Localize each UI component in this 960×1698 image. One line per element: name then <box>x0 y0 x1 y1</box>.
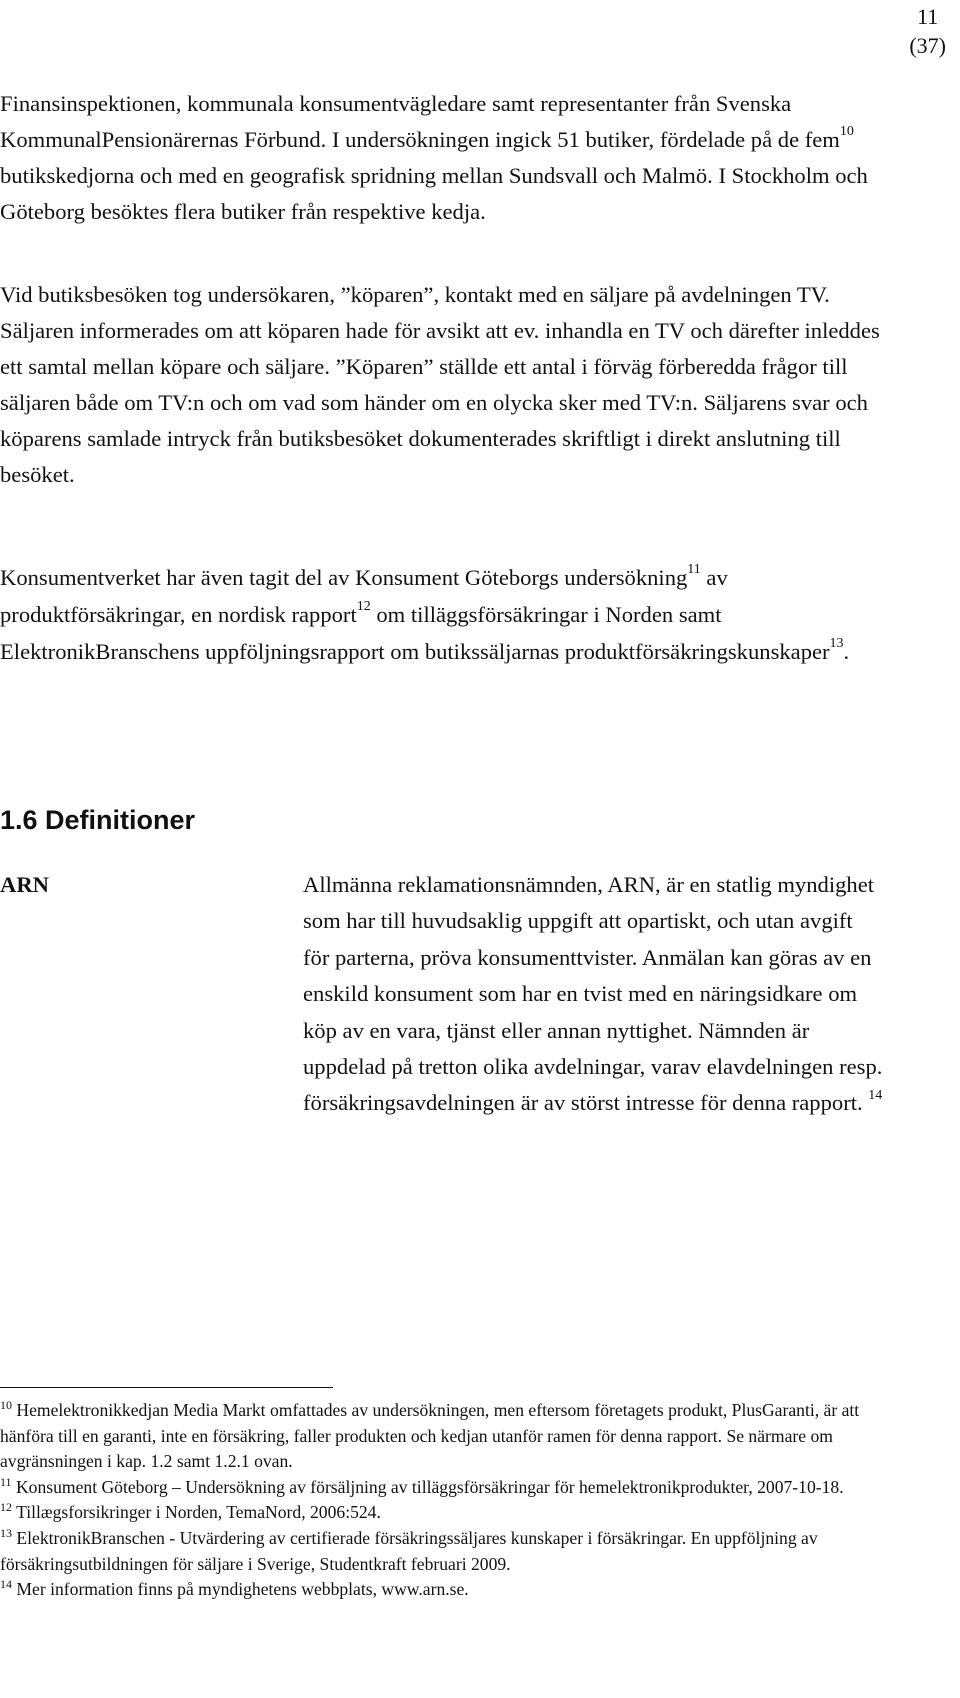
paragraph-text: Konsumentverket har även tagit del av Konsument Göteborgs undersökning <box>0 565 688 590</box>
paragraph-store-visits <box>0 277 880 493</box>
footnote-number: 10 <box>0 1398 12 1413</box>
paragraph-text: . <box>843 639 850 664</box>
footnote-11 <box>0 1475 880 1501</box>
paragraph-survey-scope <box>0 86 880 230</box>
footnote-ref-13[interactable]: 13 <box>829 636 844 652</box>
footnote-ref-12[interactable]: 12 <box>356 599 371 615</box>
definition-description <box>303 867 883 1122</box>
paragraph-text: om tilläggsförsäkringar i Norden samt ElektronikBranschens uppföljningsrapport om butikssäljarnas produktförsäkringskunskaper <box>0 602 830 664</box>
footnote-10 <box>0 1398 880 1475</box>
footnote-ref-10[interactable]: 10 <box>839 124 854 140</box>
footnote-14 <box>0 1577 880 1603</box>
footnote-13 <box>0 1526 880 1577</box>
footnote-number: 14 <box>0 1577 12 1592</box>
footnote-text: ElektronikBranschen - Utvärdering av certifierade försäkringssäljares kunskaper i försäkringar. En uppföljning av försäkringsutbildningen för säljare i Sverige, Studentkraft februari 2009. <box>0 1527 818 1574</box>
footnote-number: 12 <box>0 1500 12 1515</box>
footnote-separator <box>0 1387 333 1388</box>
footnotes <box>0 1398 880 1603</box>
footnote-text: Hemelektronikkedjan Media Markt omfattades av undersökningen, men eftersom företagets produkt, PlusGaranti, är att hänföra till en garanti, inte en försäkring, faller produkten och kedjan utanför ramen för denna rapport. Se närmare om avgränsningen i kap. 1.2 samt 1.2.1 ovan. <box>0 1400 860 1472</box>
page-number <box>909 2 946 60</box>
footnote-ref-11[interactable]: 11 <box>687 562 701 578</box>
paragraph-other-sources <box>0 559 880 670</box>
definition-text: Allmänna reklamationsnämnden, ARN, är en statlig myndighet som har till huvudsaklig uppgift att opartiskt, och utan avgift för parterna, pröva konsumenttvister. Anmälan kan göras av en enskild konsument som har en tvist med en näringsidkare om köp av en vara, tjänst eller annan nyttighet. Nämnden är uppdelad på tretton olika avdelningar, varav elavdelningen resp. försäkringsavdelningen är av störst intresse för denna rapport. <box>303 872 883 1116</box>
footnote-text: Konsument Göteborg – Undersökning av försäljning av tilläggsförsäkringar för hemelektronikprodukter, 2007-10-18. <box>11 1476 844 1497</box>
paragraph-text: Finansinspektionen, kommunala konsumentvägledare samt representanter från Svenska KommunalPensionärernas Förbund. I undersökningen ingick 51 butiker, fördelade på de fem <box>0 91 840 152</box>
page-number-total: (37) <box>909 33 946 58</box>
paragraph-text: butikskedjorna och med en geografisk spridning mellan Sundsvall och Malmö. I Stockholm och Göteborg besöktes flera butiker från respektive kedja. <box>0 163 868 224</box>
section-heading: 1.6 Definitioner <box>0 805 196 835</box>
footnote-number: 13 <box>0 1526 12 1541</box>
definition-term: ARN <box>0 872 49 897</box>
footnote-ref-14[interactable]: 14 <box>868 1087 883 1103</box>
paragraph-text: av produktförsäkringar, en nordisk rapport <box>0 565 728 627</box>
paragraph-text: Vid butiksbesöken tog undersökaren, ”köparen”, kontakt med en säljare på avdelningen TV. Säljaren informerades om att köparen hade för avsikt att ev. inhandla en TV och därefter inleddes ett samtal mellan köpare och säljare. ”Köparen” ställde ett antal i förväg förberedda frågor till säljaren både om TV:n och om vad som händer om en olycka sker med TV:n. Säljarens svar och köparens samlade intryck från butiksbesöket dokumenterades skriftligt i direkt anslutning till besöket. <box>0 282 880 487</box>
footnote-12 <box>0 1500 880 1526</box>
page-number-current: 11 <box>917 4 939 29</box>
footnote-text: Mer information finns på myndighetens webbplats, www.arn.se. <box>12 1579 469 1600</box>
footnote-number: 11 <box>0 1474 12 1489</box>
footnote-text: Tillægsforsikringer i Norden, TemaNord, 2006:524. <box>12 1502 381 1523</box>
